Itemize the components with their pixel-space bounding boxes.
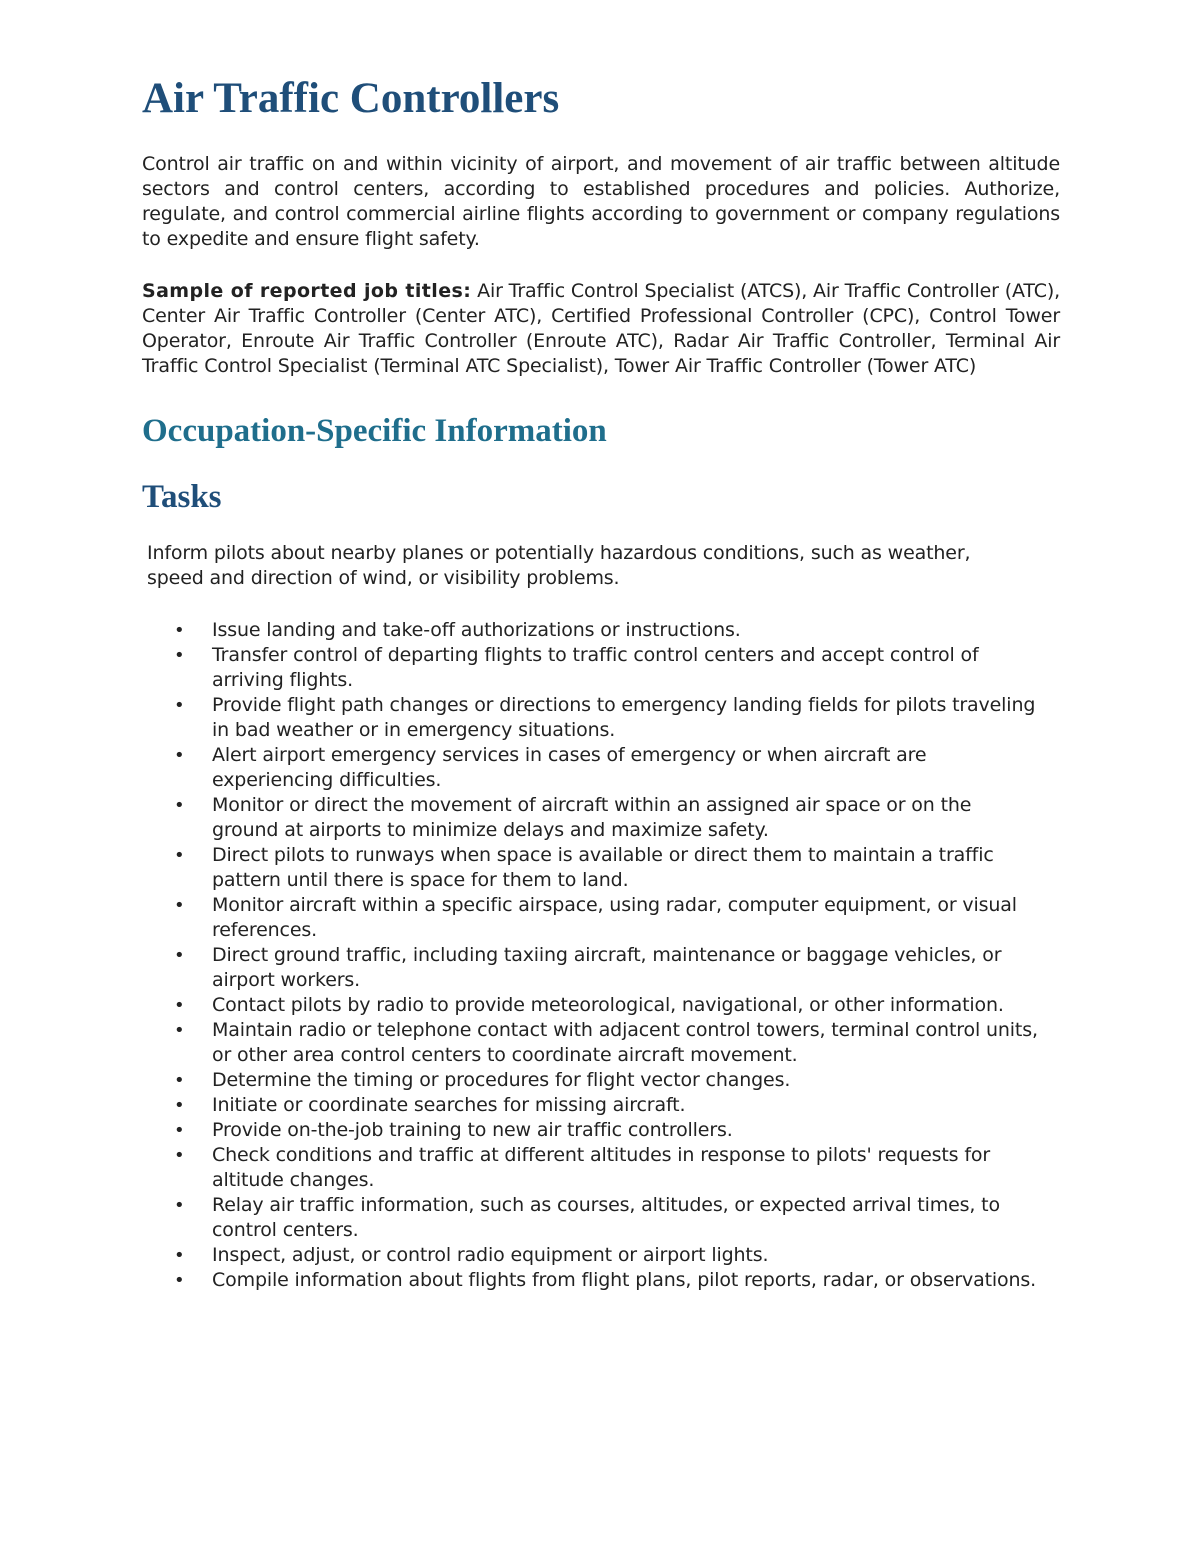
task-item: • Provide on-the-job training to new air traffic controllers. [142, 1118, 1042, 1143]
task-item: • Issue landing and take-off authorizations or instructions. [142, 618, 1042, 643]
job-titles-list: Air Traffic Control Specialist (ATCS), Air Traffic Controller (ATC), Center Air Traffic Controller (Center ATC), Certified Professional Controller (CPC), Control Tower Operator, Enroute Air Traffic Controller (Enroute ATC), Radar Air Traffic Controller, Terminal Air Traffic Control Specialist (Terminal ATC Specialist), Tower Air Traffic Controller (Tower ATC) [142, 280, 1060, 377]
tasks-lead: Inform pilots about nearby planes or potentially hazardous conditions, such as weather, speed and direction of wind, or visibility problems. [147, 542, 971, 589]
task-item: • Monitor or direct the movement of aircraft within an assigned air space or on the ground at airports to minimize delays and maximize safety. [142, 793, 1042, 843]
task-item: • Check conditions and traffic at different altitudes in response to pilots' requests for altitude changes. [142, 1143, 1042, 1193]
task-item: • Direct pilots to runways when space is available or direct them to maintain a traffic pattern until there is space for them to land. [142, 843, 1042, 893]
job-titles-label: Sample of reported job titles: [142, 280, 472, 302]
task-item: • Compile information about flights from flight plans, pilot reports, radar, or observations. [142, 1268, 1042, 1293]
occupation-description: Control air traffic on and within vicinity of airport, and movement of air traffic between altitude sectors and control centers, according to established procedures and policies. Authorize, regulate, and control commercial airline flights according to government or company regulations to expedite and ensure flight safety. [142, 153, 1060, 250]
job-titles-paragraph [142, 279, 1060, 379]
task-item: • Relay air traffic information, such as courses, altitudes, or expected arrival times, to control centers. [142, 1193, 1042, 1243]
task-item: • Initiate or coordinate searches for missing aircraft. [142, 1093, 1042, 1118]
task-item: • Contact pilots by radio to provide meteorological, navigational, or other information. [142, 993, 1042, 1018]
page-title: Air Traffic Controllers [142, 75, 560, 122]
task-item: • Determine the timing or procedures for flight vector changes. [142, 1068, 1042, 1093]
task-item: • Transfer control of departing flights to traffic control centers and accept control of arriving flights. [142, 643, 1042, 693]
tasks-heading: Tasks [142, 479, 222, 515]
document-page [142, 70, 1060, 1293]
task-item: • Alert airport emergency services in cases of emergency or when aircraft are experiencing difficulties. [142, 743, 1042, 793]
task-item: • Monitor aircraft within a specific airspace, using radar, computer equipment, or visual references. [142, 893, 1042, 943]
section-heading: Occupation-Specific Information [142, 413, 607, 449]
task-item: • Maintain radio or telephone contact with adjacent control towers, terminal control units, or other area control centers to coordinate aircraft movement. [142, 1018, 1042, 1068]
task-list [142, 618, 1060, 1293]
task-item: • Provide flight path changes or directions to emergency landing fields for pilots traveling in bad weather or in emergency situations. [142, 693, 1042, 743]
task-item: • Direct ground traffic, including taxiing aircraft, maintenance or baggage vehicles, or airport workers. [142, 943, 1042, 993]
task-item: • Inspect, adjust, or control radio equipment or airport lights. [142, 1243, 1042, 1268]
